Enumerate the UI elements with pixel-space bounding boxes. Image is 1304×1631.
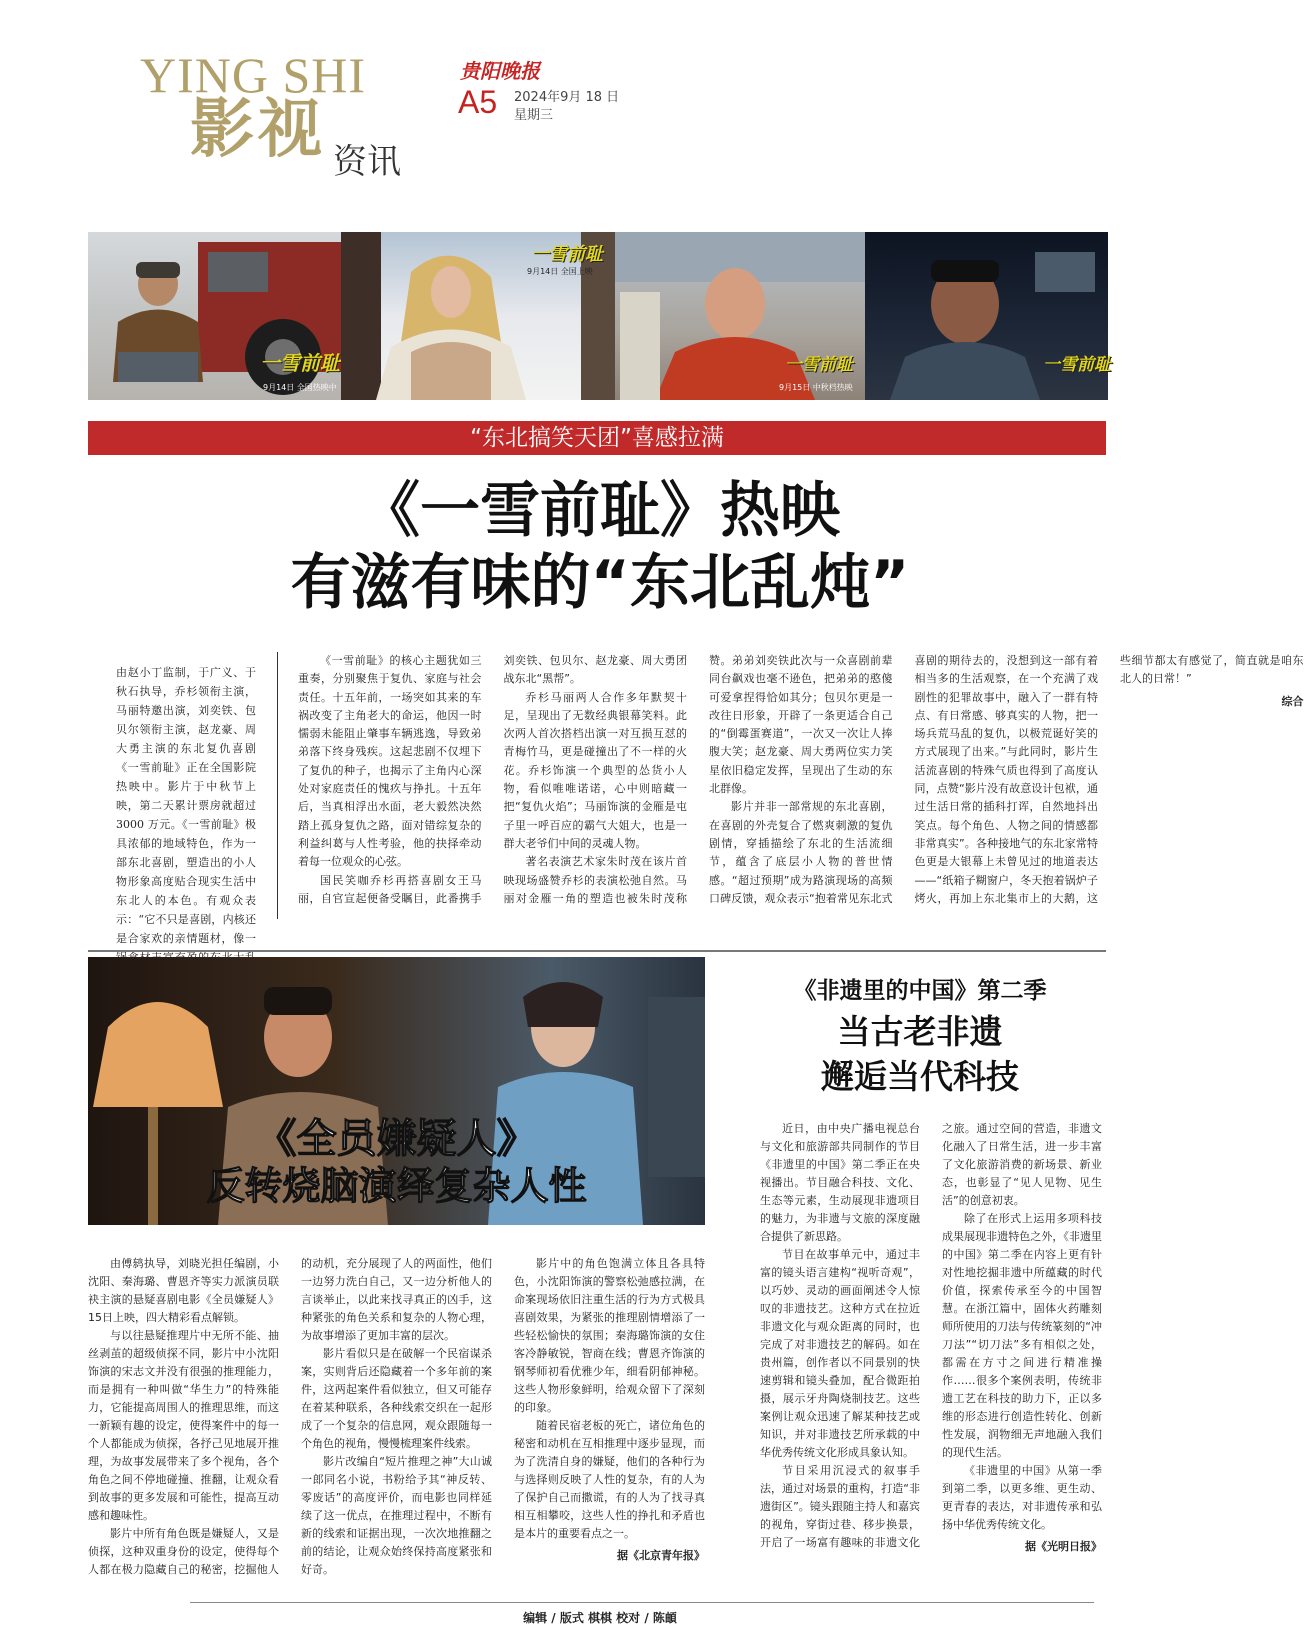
film-logo: 一雪前耻 (260, 351, 340, 375)
article-paragraph: 除了在形式上运用多项科技成果展现非遗特色之外，《非遗里的中国》第二季在内容上更有针对性地挖掘非遗中所蕴藏的时代价值，探索传承至今的中国智慧。在浙江篇中，固体火药雕刻师所使用的刀法与传统篆刻的“冲刀法”“切刀法”多有相似之处，都需在方寸之间进行精准操作……很多个案例表明，传统非遗工艺在科技的助力下，正以多维的形态进行创造性转化、创新性发展，润物细无声地融入我们的现代生活。 (942, 1212, 1102, 1459)
footer-divider (190, 1602, 1094, 1603)
article-paragraph: 乔杉马丽两人合作多年默契十足，呈现出了无数经典银幕笑料。此次两人首次搭档出演一对互损互怼的青梅竹马，更是碰撞出了不一样的火花。乔杉饰演一个典型的怂货小人物，看似唯唯诺诺，心中则暗藏一把“复仇火焰”；马丽饰演的金雁是屯子里一呼百应的霸气大姐大，也是一群大老爷们中间的灵魂人物。 (503, 690, 687, 850)
heritage-headline (720, 978, 1120, 1096)
article-paragraph: 著名表演艺术家朱时茂在该片首映现场盛赞乔杉的表演松弛自然。马丽对金雁一角的塑造也被朱时茂称赞。弟弟刘奕铁此次与一众喜剧前辈同台飙戏也毫不逊色，把弟弟的憨傻可爱拿捏得恰如其分；包贝尔更是一改往日形象，开辟了一条更适合自己的“倒霉蛋赛道”，一次又一次让人捧腹大笑；赵龙豪、周大勇两位实力笑星依旧稳定发挥，呈现出了生动的东北群像。 (503, 654, 893, 905)
lead-headline-line-2: 有滋有味的“东北乱炖” (290, 548, 910, 618)
lead-intro: 由赵小丁监制，于广义、于秋石执导，乔杉领衔主演，马丽特邀出演，刘奕铁、包贝尔领衔主演，赵龙豪、周大勇主演的东北复仇喜剧《一雪前耻》正在全国影院热映中。影片于中秋节上映，第二天累计票房就超过 3000 万元。《一雪前耻》极具浓郁的地域特色，作为一部东北喜剧，塑造出的小人物形象高度贴合现实生活中东北人的本色。有观众表示：“它不只是喜剧，内核还是合家欢的亲情题材，像一 (116, 666, 256, 945)
film-still-3 (615, 232, 865, 400)
article-paragraph: 国民笑咖乔杉再搭喜剧女王马丽，自官宣起便备受瞩目，此番携手刘奕铁、包贝尔、赵龙豪、周大勇团战东北“黑帮”。 (298, 654, 687, 905)
article-paragraph: 影片并非一部常规的东北喜剧，在喜剧的外壳复合了燃爽刺激的复仇剧情，穿插描绘了东北的生活流细节，蕴含了底层小人物的普世情感。“超过预期”成为路演现场的高频口碑反馈，观众表示“抱着常见东北式喜剧的期待去的，没想到这一部有着相当多的生活观察，在一个充满了戏剧性的犯罪故事中，融入了一群有特点、有日常感、够真实的人物，把一场兵荒马乱的复仇，以极荒诞好笑的方式展现了出来。”与此同时，影片生活流喜剧的特殊气质也得到了高度认同，点赞“影片没有故意设计包袱，通过生活日常的插科打诨，自然地抖出笑点。每个角色、人物之间的情感都非常真实”。各种接地气的东北家常特色更是大银幕上未曾见过的地道表达——“纸箱子糊窗户，冬天抱着锅炉子烤火，再加上东北集市上的大鹅，这些细节都太有感觉了，简直就是咱东北人的日常！” (709, 654, 1304, 905)
still-caption: 9月14日 全国热映中 (263, 383, 337, 392)
lead-headline-line-1: 《一雪前耻》热映 (360, 476, 840, 546)
article-paragraph: 影片中所有角色既是嫌疑人，又是侦探，这种双重身份的设定，使得每个人都在极力隐藏自己的秘密，挖掘他人的动机，充分展现了人的两面性，他们一边努力洗白自己，又一边分析他人的言谈举止，以此来找寻真正的凶手，这种紧张的角色关系和复杂的人物心理，为故事增添了更加丰富的层次。 (88, 1257, 492, 1576)
drama-title-line-1: 《全员嫌疑人》 (256, 1116, 537, 1162)
section-title-en: YING SHI (140, 47, 367, 103)
article-paragraph: 与以往悬疑推理片中无所不能、抽丝剥茧的超级侦探不同，影片中小沈阳饰演的宋志文并没有很强的推理能力，而是拥有一种叫做“华生力”的特殊能力，它能提高周围人的推理思维，而这一新颖有趣的设定，使得案件中的每一个人都能成为侦探，各抒己见地展开推理，为故事发展带来了多个视角，各个角色之间不停地碰撞、推翻，让观众看到故事的更多发展和可能性，提高互动感和趣味性。 (88, 1329, 279, 1522)
heritage-article-body (760, 1120, 1102, 1590)
article-paragraph: 《非遗里的中国》从第一季到第二季，以更多维、更生动、更青春的表达，对非遗传承和弘扬中华优秀传统文化。 (942, 1464, 1102, 1531)
drama-title-line-2: 反转烧脑演绎复杂人性 (206, 1164, 587, 1208)
article-paragraph: 由傅鸫执导，刘晓光担任编剧，小沈阳、秦海璐、曹恩齐等实力派演员联袂主演的悬疑喜剧电影《全员嫌疑人》15日上映，四大精彩看点解锁。 (88, 1257, 279, 1324)
still-caption: 9月14日 全国上映 (527, 267, 593, 276)
article-paragraph: 近日，由中央广播电视总台与文化和旅游部共同制作的节目《非遗里的中国》第二季正在央视播出。节目融合科技、文化、生态等元素，生动展现非遗项目的魅力，为非遗与文旅的深度融合提供了新思路。 (760, 1122, 920, 1243)
article-paragraph: 随着民宿老板的死亡，诸位角色的秘密和动机在互相推理中逐步显现，而为了洗清自身的嫌疑，他们的各种行为与选择则反映了人性的复杂，有的人为了保护自己而撒谎，有的人为了找寻真相互相攀咬，这些人性的挣扎和矛盾也是本片的重要看点之一。 (514, 1419, 705, 1540)
section-subtitle: 资讯 (333, 142, 401, 182)
lead-kicker: “东北搞笑天团”喜感拉满 (470, 425, 724, 451)
article-source: 据《北京青年报》 (617, 1549, 705, 1562)
drama-still-photo (88, 957, 705, 1225)
lead-kicker-bar (88, 421, 1106, 455)
article-source: 综合 (1281, 694, 1304, 708)
article-paragraph: 影片中的角色饱满立体且各具特色，小沈阳饰演的警察松弛感拉满，在命案现场依旧注重生活的行为方式极具喜剧效果，为紧张的推理剧情增添了一些轻松愉快的氛围；秦海璐饰演的女住客冷静敏锐，智商在线；曹恩齐饰演的钢琴师初看优雅少年，细看阴郁神秘。这些人物形象鲜明，给观众留下了深刻的印象。 (514, 1257, 705, 1414)
heritage-headline-line-1: 《非遗里的中国》第二季 (793, 978, 1047, 1004)
section-divider (88, 950, 1106, 952)
article-source: 据《光明日报》 (1025, 1540, 1102, 1553)
film-logo: 一雪前耻 (785, 355, 853, 375)
still-caption: 9月15日 中秋档热映 (779, 383, 853, 392)
page-number: A5 (458, 84, 498, 120)
heritage-headline-line-3: 邂逅当代科技 (821, 1057, 1019, 1096)
article-paragraph: 节目采用沉浸式的叙事手法，通过对场景的重构，打造“非遗街区”。镜头跟随主持人和嘉宾的视角，穿街过巷、移步换景，开启了一场富有趣味的非遗文化之旅。通过空间的营造，非遗文化融入了日常生活，进一步丰富了文化旅游消费的新场景、新业态，也彰显了“见人见物、见生活”的创意初衷。 (760, 1122, 1102, 1549)
lead-article-body (298, 652, 1304, 922)
article-paragraph: 节目在故事单元中，通过丰富的镜头语言建构“视听奇观”，以巧妙、灵动的画面阐述令人惊叹的非遗技艺。这种方式在拉近非遗文化与观众距离的同时，也完成了对非遗技艺的解码。如在贵州篇，创作者以不同景别的快速剪辑和镜头叠加，配合微距拍摄，展示牙舟陶烧制技艺。这些案例让观众迅速了解某种技艺或知识，并对非遗技艺所承载的中华优秀传统文化形成具象认知。 (760, 1248, 920, 1459)
article-paragraph: 影片改编自“短片推理之神”大山诚一郎同名小说，书粉给予其“神反转、零废话”的高度评价，而电影也同样延续了这一优点，在推理过程中，不断有新的线索和证据出现，一次次地推翻之前的结论，让观众始终保持高度紧张和好奇。 (301, 1455, 492, 1576)
editor-credits: 编辑 / 版式 棋棋 校对 / 陈頔 (523, 1611, 677, 1625)
article-paragraph: 《一雪前耻》的核心主题犹如三重奏，分别聚焦于复仇、家庭与社会责任。十五年前，一场突如其来的车祸改变了主角老大的命运，他因一时懦弱未能阻止肇事车辆逃逸，导致弟弟落下终身残疾。这起悲剧不仅埋下了复仇的种子，也揭示了主角内心深处对家庭责任的愧疚与挣扎。十五年后，当真相浮出水面，老大毅然决然踏上孤身复仇之路，面对错综复杂的利益纠葛与人性考验，他的抉择牵动着每一位观众的心弦。 (298, 654, 482, 869)
lead-headline (0, 475, 1200, 619)
film-logo: 一雪前耻 (531, 244, 603, 265)
publication-weekday: 星期三 (514, 108, 554, 123)
film-still-4 (865, 232, 1111, 400)
section-title-cn: 影视 (190, 93, 326, 167)
heritage-headline-line-2: 当古老非遗 (837, 1012, 1003, 1051)
column-divider (277, 652, 278, 919)
drama-article-body (88, 1255, 705, 1590)
newspaper-name: 贵阳晚报 (460, 59, 540, 83)
film-logo: 一雪前耻 (1043, 355, 1111, 375)
film-still-2 (341, 232, 615, 400)
film-stills-strip (88, 232, 1111, 400)
article-paragraph: 影片看似只是在破解一个民宿谋杀案，实则背后还隐藏着一个多年前的案件，这两起案件看似独立，但又可能存在着某种联系，各种线索交织在一起形成了一个复杂的信息网，观众跟随每一个角色的视角，慢慢梳理案件线索。 (301, 1347, 492, 1450)
film-still-1 (88, 232, 341, 400)
publication-date: 2024年9月 18 日 (514, 90, 620, 105)
